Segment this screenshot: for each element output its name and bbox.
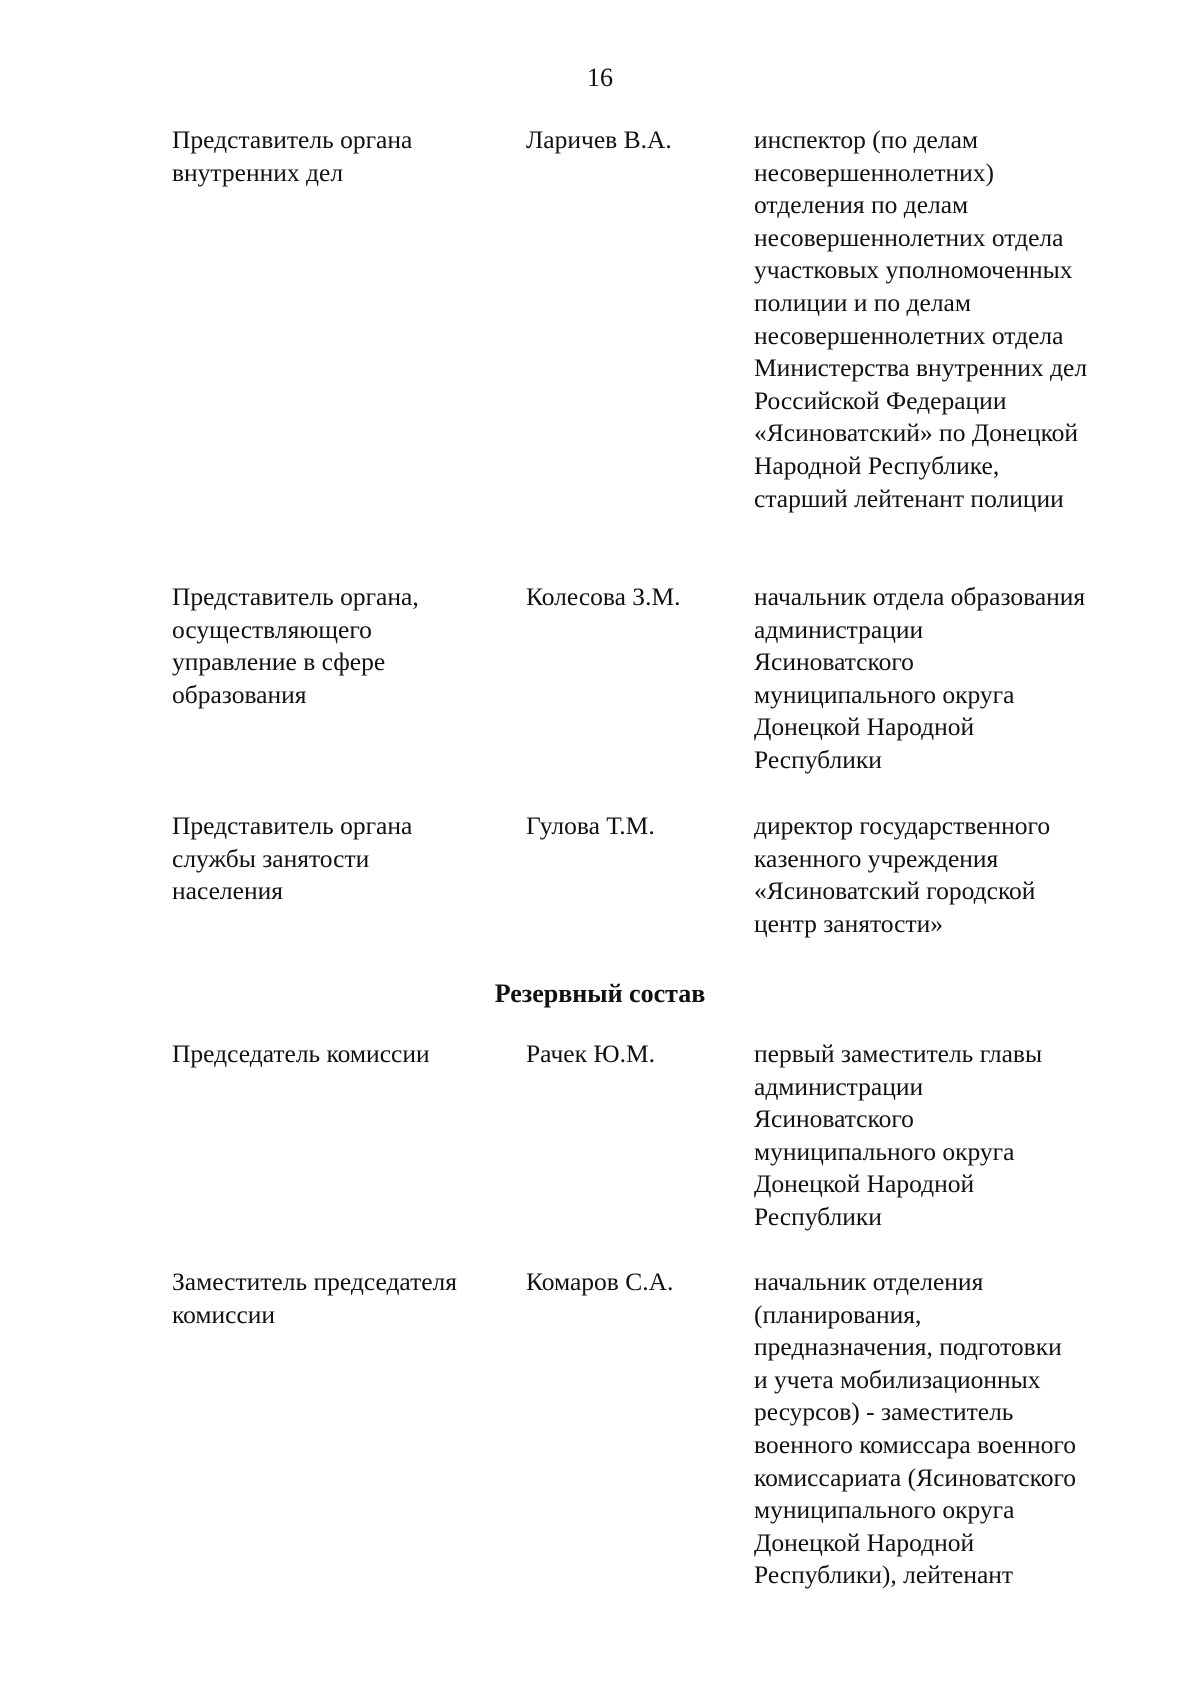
name-text: Гулова Т.М. xyxy=(526,811,655,840)
position-line: центр занятости» xyxy=(754,908,944,938)
position-line: администрации xyxy=(754,1071,924,1101)
role-line: осуществляющего xyxy=(172,614,372,644)
role-line: населения xyxy=(172,876,283,906)
role-line: внутренних дел xyxy=(172,157,344,187)
position-line: комиссариата (Ясиноватского xyxy=(754,1462,1077,1492)
role-line: Представитель органа xyxy=(172,811,413,840)
member-role xyxy=(172,1038,512,1071)
member-position xyxy=(754,810,1139,940)
position-line: несовершеннолетних отдела xyxy=(754,320,1064,350)
role-line: Заместитель председателя xyxy=(172,1267,457,1296)
position-line: инспектор (по делам xyxy=(754,125,979,154)
member-name xyxy=(526,810,736,843)
role-line: комиссии xyxy=(172,1299,276,1329)
position-line: полиции и по делам xyxy=(754,287,972,317)
position-line: директор государственного xyxy=(754,811,1051,840)
position-line: первый заместитель главы xyxy=(754,1039,1043,1068)
name-text: Ларичев В.А. xyxy=(526,125,672,154)
position-line: муниципального округа xyxy=(754,679,1015,709)
role-line: образования xyxy=(172,679,307,709)
position-line: Донецкой Народной xyxy=(754,1527,975,1557)
position-line: Донецкой Народной xyxy=(754,1169,975,1199)
member-position xyxy=(754,1266,1139,1592)
name-text: Рачек Ю.М. xyxy=(526,1039,656,1068)
reserve-section-heading: Резервный состав xyxy=(494,979,706,1008)
name-text: Колесова З.М. xyxy=(526,582,681,611)
member-name xyxy=(526,1038,736,1071)
position-line: Народной Республике, xyxy=(754,450,1000,480)
role-line: Представитель органа, xyxy=(172,582,419,611)
position-line: предназначения, подготовки xyxy=(754,1332,1062,1362)
position-line: Республики xyxy=(754,744,882,774)
position-line: несовершеннолетних) xyxy=(754,157,995,187)
position-line: несовершеннолетних отдела xyxy=(754,222,1064,252)
role-line: Представитель органа xyxy=(172,125,413,154)
member-role xyxy=(172,1266,512,1331)
position-line: военного комиссара военного xyxy=(754,1429,1076,1459)
position-line: (планирования, xyxy=(754,1299,922,1329)
position-line: Министерства внутренних дел xyxy=(754,353,1088,383)
member-role xyxy=(172,810,512,908)
position-line: «Ясиноватский» по Донецкой xyxy=(754,418,1079,448)
position-line: старший лейтенант полиции xyxy=(754,483,1064,513)
position-line: муниципального округа xyxy=(754,1136,1015,1166)
position-line: Российской Федерации xyxy=(754,385,1007,415)
position-line: отделения по делам xyxy=(754,190,969,220)
position-line: ресурсов) - заместитель xyxy=(754,1397,1014,1427)
position-line: «Ясиноватский городской xyxy=(754,876,1036,906)
position-line: Ясиноватского xyxy=(754,1104,914,1134)
position-line: Ясиноватского xyxy=(754,647,914,677)
member-name xyxy=(526,581,736,614)
position-line: Донецкой Народной xyxy=(754,712,975,742)
name-text: Комаров С.А. xyxy=(526,1267,674,1296)
position-line: начальник отдела образования xyxy=(754,582,1086,611)
member-position xyxy=(754,124,1139,515)
position-line: участковых уполномоченных xyxy=(754,255,1073,285)
position-line: казенного учреждения xyxy=(754,843,999,873)
page-number: 16 xyxy=(587,63,613,92)
position-line: и учета мобилизационных xyxy=(754,1364,1041,1394)
member-role xyxy=(172,581,512,711)
member-position xyxy=(754,581,1139,777)
position-line: муниципального округа xyxy=(754,1495,1015,1525)
position-line: Республики xyxy=(754,1201,882,1231)
role-line: службы занятости xyxy=(172,843,370,873)
position-line: администрации xyxy=(754,614,924,644)
position-line: Республики), лейтенант xyxy=(754,1560,1014,1590)
member-role xyxy=(172,124,512,189)
position-line: начальник отделения xyxy=(754,1267,984,1296)
member-name xyxy=(526,124,736,157)
role-line: управление в сфере xyxy=(172,647,386,677)
member-position xyxy=(754,1038,1139,1234)
role-line: Председатель комиссии xyxy=(172,1039,430,1068)
member-name xyxy=(526,1266,736,1299)
